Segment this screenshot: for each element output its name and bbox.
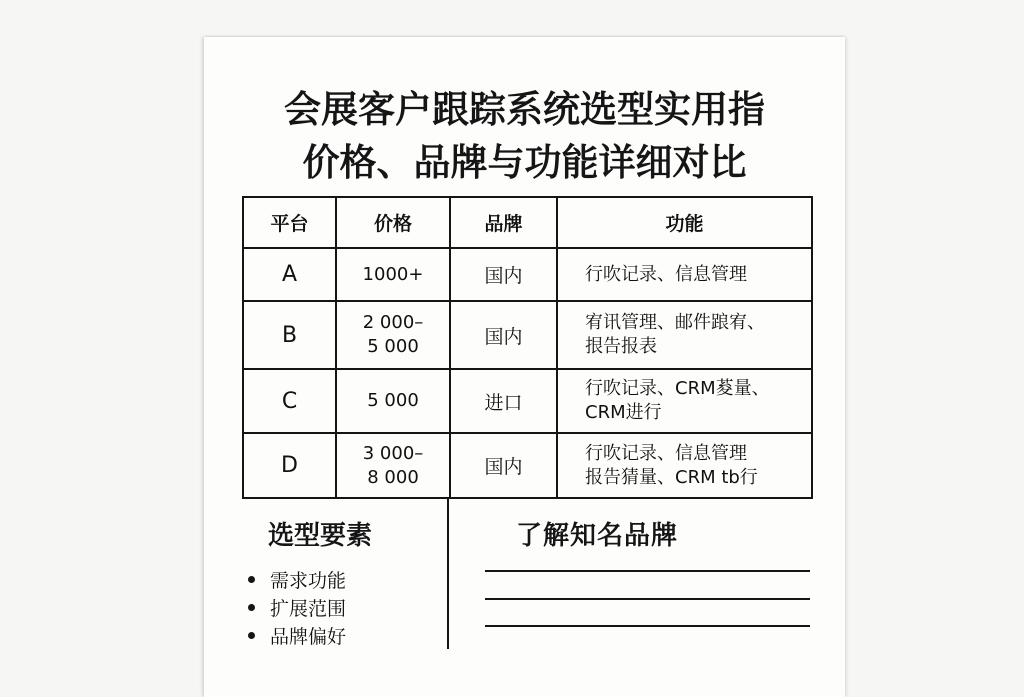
comparison-table [242,196,813,499]
known-brands-title: 了解知名品牌 [516,521,679,551]
blank-writing-line [485,570,810,572]
bullet-icon [248,632,255,639]
list-item [244,593,346,621]
cell-price [336,248,450,301]
cell-brand: 国内 [450,301,557,369]
cell-brand: 国内 [450,433,557,498]
features-line: 行吹记录、信息管理 [585,263,747,285]
price-line: 5 000 [367,336,419,357]
features-line: 报告猜量、CRM tb行 [585,466,758,488]
table-row [243,433,812,498]
list-item-label: 扩展范围 [270,597,347,620]
cell-features [557,248,812,301]
price-line: 2 000– [362,312,424,333]
cell-platform: B [243,301,336,369]
cell-platform: D [243,433,336,498]
cell-features [557,369,812,433]
cell-brand: 进口 [450,369,557,433]
document-page [204,37,845,697]
blank-writing-line [485,598,810,600]
features-line: 宥讯管理、邮件踉宥、 [585,312,765,333]
cell-price [336,369,450,433]
cell-price [336,433,450,498]
header-platform: 平台 [243,197,336,248]
list-item [244,621,346,649]
table-row [243,301,812,369]
bullet-icon [248,576,255,583]
table-row [243,369,812,433]
section-divider [447,497,449,649]
header-brand: 品牌 [450,197,557,248]
cell-features [557,301,812,369]
price-line: 1000+ [362,263,424,285]
table-header-row [243,197,812,248]
features-line: 行吹记录、CRM荾量、 [585,378,770,399]
header-features: 功能 [557,197,812,248]
price-line: 5 000 [367,390,419,411]
table-row [243,248,812,301]
cell-price [336,301,450,369]
selection-factors-list [244,565,346,649]
document-title-line-1: 会展客户跟踪系统选型实用指 [284,88,765,131]
list-item [244,565,346,593]
document-title-line-2: 价格、品牌与功能详细对比 [302,141,747,184]
list-item-label: 品牌偏好 [270,625,347,648]
header-price: 价格 [336,197,450,248]
features-line: CRM进行 [585,402,662,423]
cell-platform: A [243,248,336,301]
cell-brand: 国内 [450,248,557,301]
bullet-icon [248,604,255,611]
list-item-label: 需求功能 [270,569,347,592]
features-line: 拫告报表 [585,336,657,357]
blank-writing-line [485,625,810,627]
features-line: 行吹记录、信息管理 [585,442,747,464]
cell-features [557,433,812,498]
price-line: 3 000– [362,442,424,464]
cell-platform: C [243,369,336,433]
price-line: 8 000 [367,466,419,488]
selection-factors-title: 选型要素 [268,521,373,551]
